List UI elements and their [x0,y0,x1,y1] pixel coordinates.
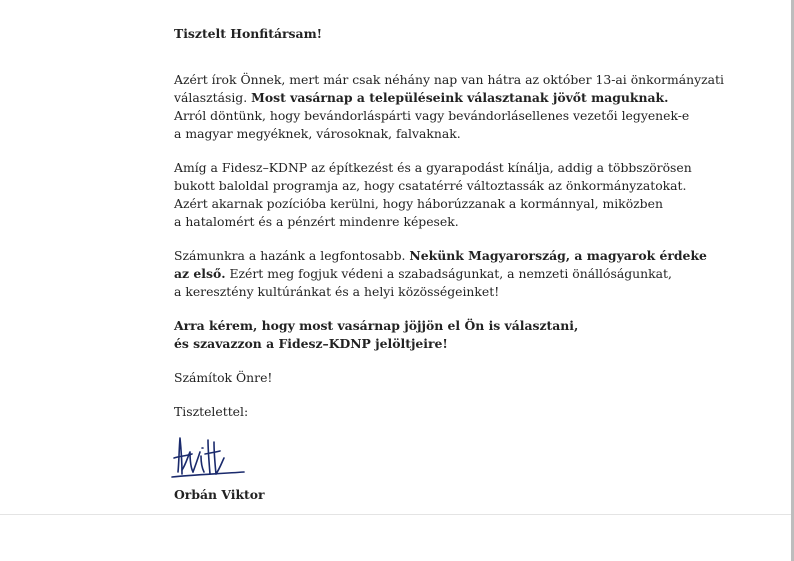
paragraph-2-line-2: bukott baloldal programja az, hogy csatatérré változtassák az önkormányzatokat. [174,178,687,193]
handwritten-signature [170,434,250,480]
paragraph-1-emphasis: Most vasárnap a településeink választanak jövőt maguknak. [251,90,669,105]
fold-line [0,514,791,515]
paragraph-2-line-3: Azért akarnak pozícióba kerülni, hogy háborúzzanak a kormánnyal, miközben [174,196,663,211]
paragraph-1-line-2-text: választásig. [174,90,252,105]
salutation: Tisztelt Honfitársam! [174,26,323,41]
signature-name: Orbán Viktor [174,487,265,502]
paragraph-1-line-1: Azért írok Önnek, mert már csak néhány nap van hátra az október 13-ai önkormányzati [174,72,725,87]
closing: Tisztelettel: [174,404,249,419]
paragraph-1 [174,71,734,143]
paragraph-3-emphasis-2: az első. [174,266,226,281]
letter-body [174,25,734,504]
paragraph-4-line-2: és szavazzon a Fidesz–KDNP jelöltjeire! [174,336,448,351]
paragraph-2-line-4: a hatalomért és a pénzért mindenre képesek. [174,214,459,229]
paragraph-3-line-2-text: Ezért meg fogjuk védeni a szabadságunkat, a nemzeti önállóságunkat, [225,266,672,281]
paragraph-4-line-1: Arra kérem, hogy most vasárnap jöjjön el Ön is választani, [174,318,579,333]
paragraph-3 [174,247,734,301]
paragraph-3-line-2 [174,265,734,283]
paragraph-2 [174,159,734,231]
paragraph-1-line-3: Arról döntünk, hogy bevándorláspárti vagy bevándorlásellenes vezetői legyenek-e [174,108,690,123]
paragraph-3-emphasis-1: Nekünk Magyarország, a magyarok érdeke [409,248,707,263]
paragraph-3-line-1 [174,247,734,265]
paragraph-4 [174,317,734,353]
paragraph-2-line-1: Amíg a Fidesz–KDNP az építkezést és a gyarapodást kínálja, addig a többszörösen [174,160,692,175]
paragraph-3-line-3: a keresztény kultúránkat és a helyi közösségeinket! [174,284,500,299]
paragraph-1-line-4: a magyar megyéknek, városoknak, falvaknak. [174,126,461,141]
paragraph-3-line-1-text: Számunkra a hazánk a legfontosabb. [174,248,410,263]
paragraph-5: Számítok Önre! [174,370,273,385]
paragraph-1-line-2 [174,89,734,107]
